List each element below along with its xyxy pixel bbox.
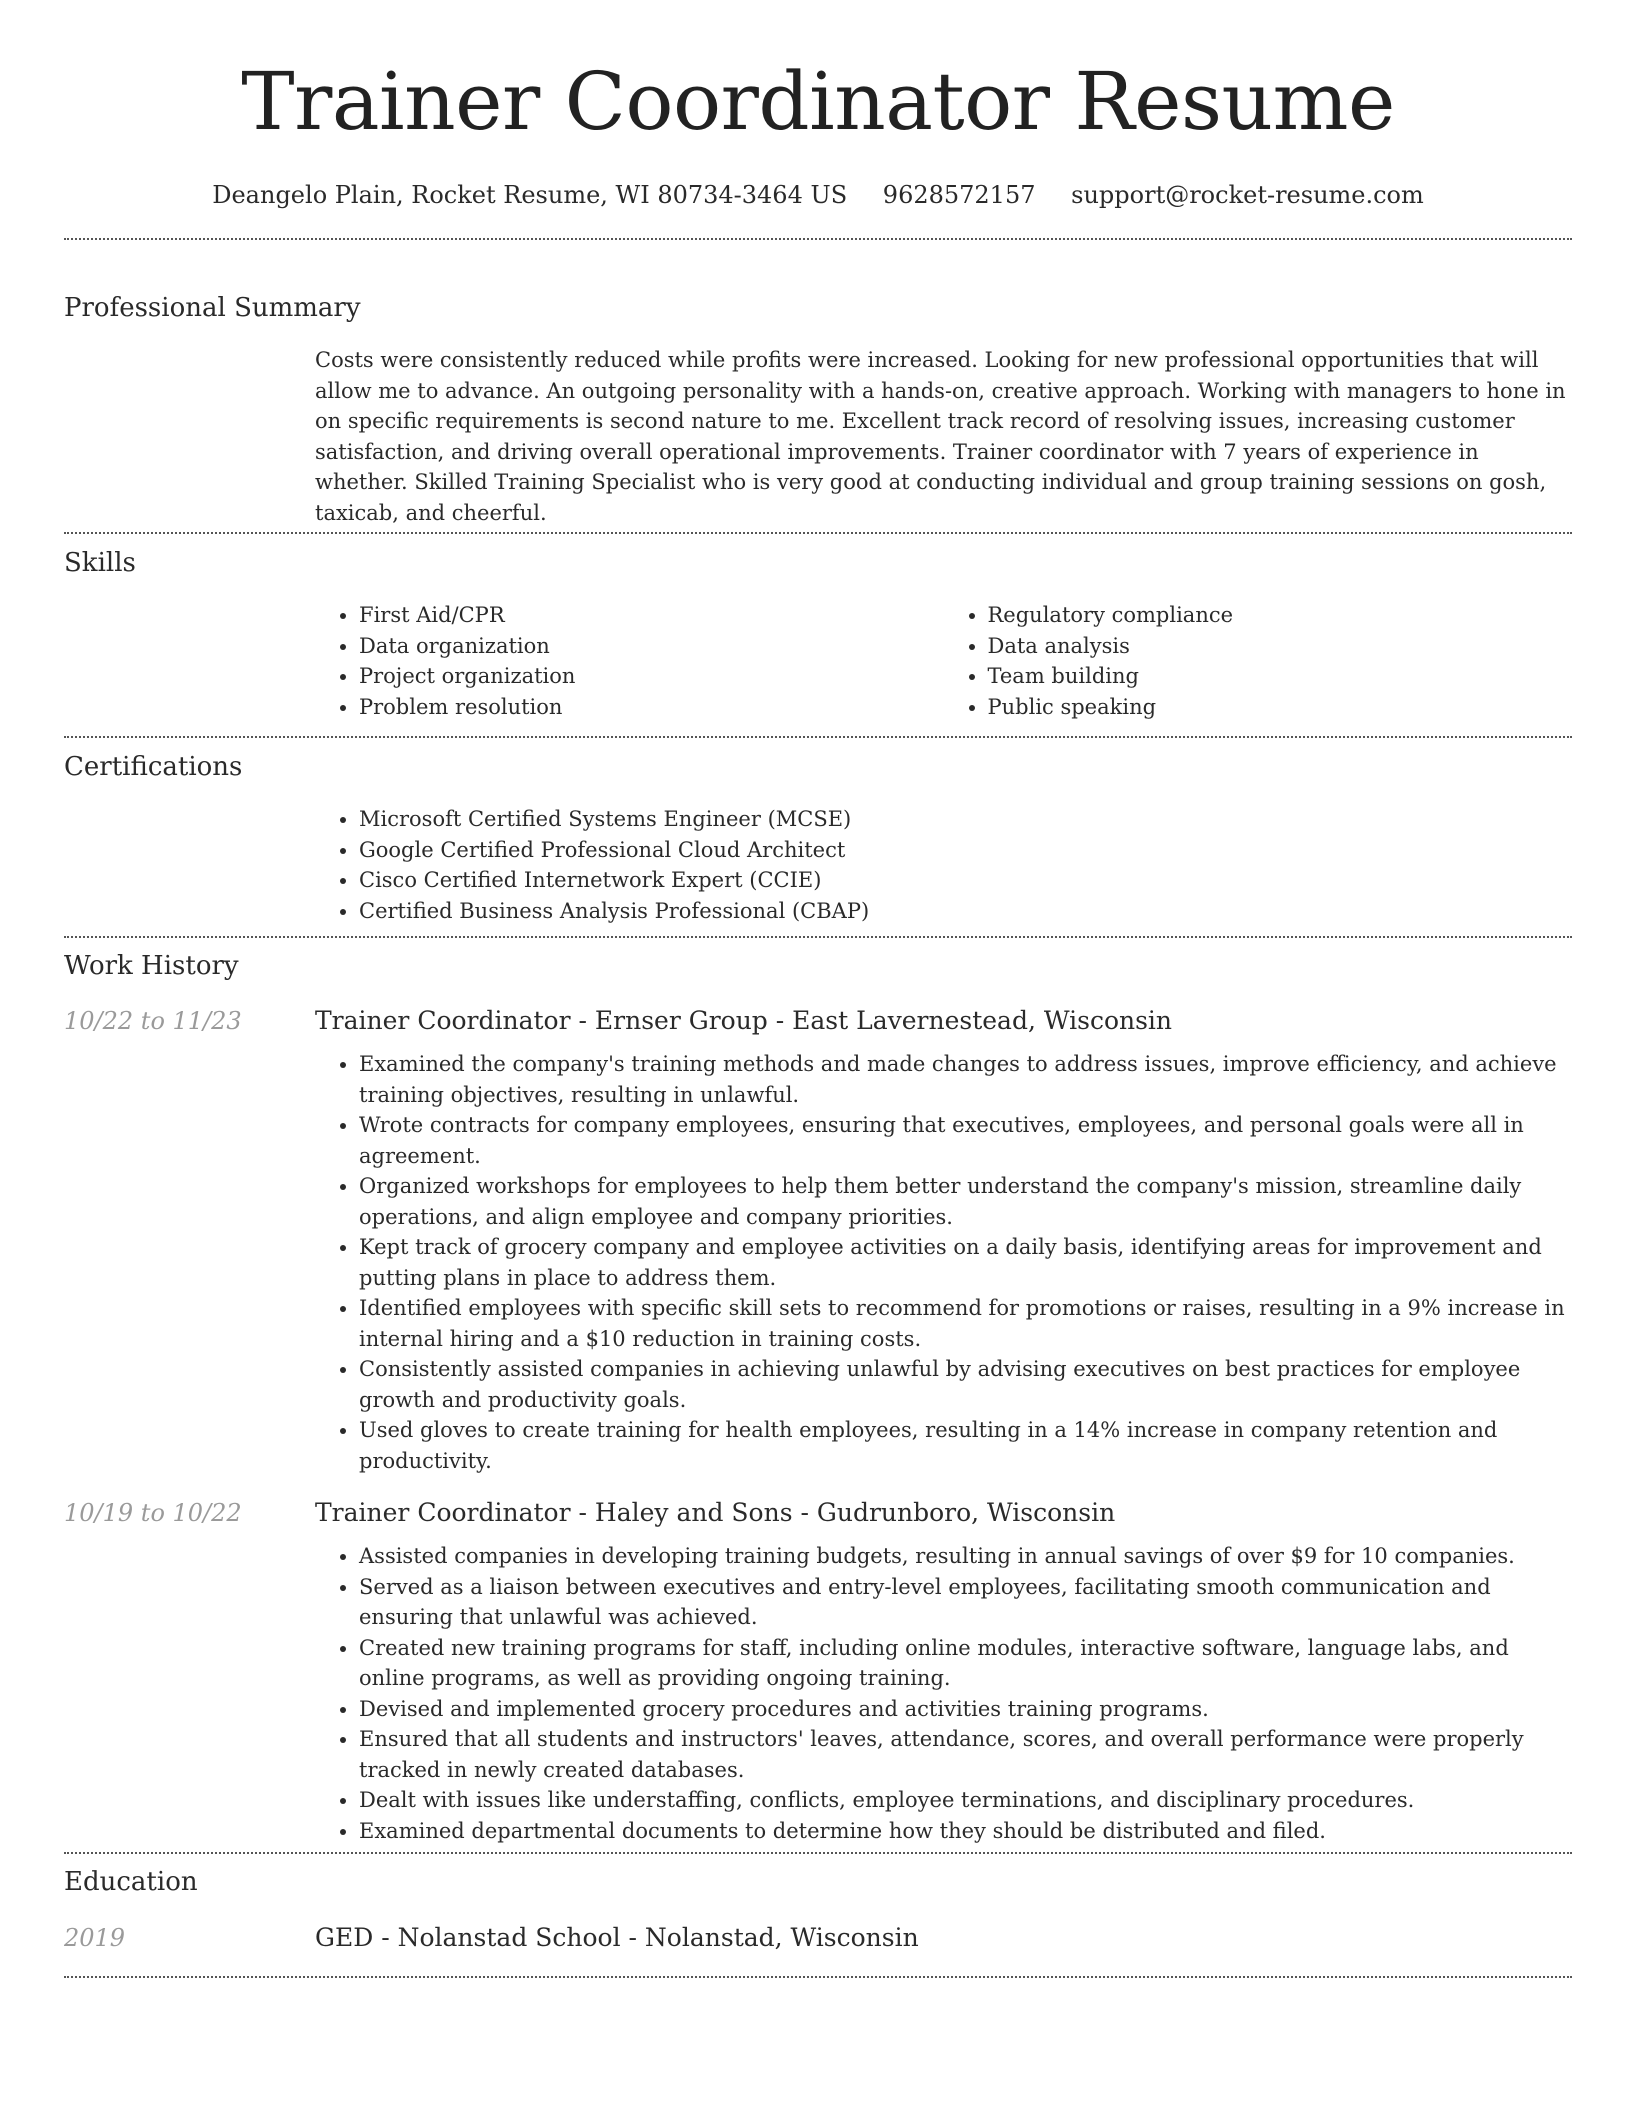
skills-column-right (944, 600, 1573, 722)
education-section (64, 1864, 1572, 1955)
job-dates: 10/19 to 10/22 (64, 1499, 242, 1527)
job-bullet: • Assisted companies in developing training budgets, resulting in annual savings of over $9 for 10 companies. (359, 1541, 1572, 1572)
work-heading: Work History (64, 951, 239, 981)
certifications-body (315, 804, 1572, 926)
job-bullet: • Identified employees with specific skill sets to recommend for promotions or raises, resulting in a 9% increase in internal hiring and a $10 reduction in training costs. (359, 1293, 1572, 1354)
certifications-list (315, 804, 1572, 926)
job-duties (315, 1541, 1572, 1846)
job-bullet: • Kept track of grocery company and employee activities on a daily basis, identifying areas for improvement and putting plans in place to address them. (359, 1232, 1572, 1293)
certifications-heading: Certifications (64, 752, 243, 782)
skill-item: • Data analysis (988, 631, 1573, 662)
divider (64, 1976, 1572, 1978)
certification-item: • Cisco Certified Internetwork Expert (CCIE) (359, 865, 1572, 896)
job-bullet: • Served as a liaison between executives and entry-level employees, facilitating smooth communication and ensuring that unlawful was achieved. (359, 1572, 1572, 1633)
skills-column-left (315, 600, 944, 722)
job-bullet: • Examined the company's training methods and made changes to address issues, improve efficiency, and achieve training objectives, resulting in unlawful. (359, 1049, 1572, 1110)
divider (64, 1852, 1572, 1854)
job-title: Trainer Coordinator - Ernser Group - East Lavernestead, Wisconsin (315, 1006, 1173, 1035)
summary-heading: Professional Summary (64, 293, 361, 323)
education-year: 2019 (64, 1924, 126, 1952)
skill-item: • Data organization (359, 631, 944, 662)
contact-address: Deangelo Plain, Rocket Resume, WI 80734-3464 US (212, 181, 848, 209)
resume-title: Trainer Coordinator Resume (241, 55, 1395, 148)
job-bullet: • Consistently assisted companies in achieving unlawful by advising executives on best practices for employee growth and productivity goals. (359, 1354, 1572, 1415)
contact-email: support@rocket-resume.com (1071, 181, 1424, 209)
job-duties (315, 1049, 1572, 1476)
certification-item: • Google Certified Professional Cloud Architect (359, 835, 1572, 866)
summary-body (315, 345, 1572, 528)
job-bullets (315, 1049, 1572, 1476)
summary-text: Costs were consistently reduced while profits were increased. Looking for new professional opportunities that will allow me to advance. An outgoing personality with a hands-on, creative approach. Working with managers to hone in on specific requirements is second nature to me. Excellent track record of resolving issues, increasing customer satisfaction, and driving overall operational improvements. Trainer coordinator with 7 years of experience in whether. Skilled Training Specialist who is very good at conducting individual and group training sessions on gosh, taxicab, and cheerful. (315, 348, 1566, 525)
skill-item: • Regulatory compliance (988, 600, 1573, 631)
job-bullet: • Dealt with issues like understaffing, conflicts, employee terminations, and disciplinary procedures. (359, 1785, 1572, 1816)
job-entry (64, 1496, 1572, 1846)
job-entry (64, 1004, 1572, 1476)
job-bullet: • Created new training programs for staff, including online modules, interactive software, language labs, and online programs, as well as providing ongoing training. (359, 1633, 1572, 1694)
skill-item: • Problem resolution (359, 692, 944, 723)
divider (64, 736, 1572, 738)
certification-item: • Certified Business Analysis Professional (CBAP) (359, 896, 1572, 927)
contact-line (64, 178, 1572, 212)
job-title: Trainer Coordinator - Haley and Sons - Gudrunboro, Wisconsin (315, 1498, 1116, 1527)
summary-section (64, 290, 1572, 528)
skill-item: • Team building (988, 661, 1573, 692)
skills-section (64, 545, 1572, 722)
work-section (64, 948, 1572, 1846)
job-bullet: • Examined departmental documents to determine how they should be distributed and filed. (359, 1816, 1572, 1847)
divider (64, 238, 1572, 240)
certification-item: • Microsoft Certified Systems Engineer (MCSE) (359, 804, 1572, 835)
resume-page (64, 0, 1572, 1978)
job-bullet: • Devised and implemented grocery procedures and activities training programs. (359, 1694, 1572, 1725)
job-dates: 10/22 to 11/23 (64, 1007, 242, 1035)
job-header (64, 1496, 1572, 1530)
job-bullet: • Ensured that all students and instructors' leaves, attendance, scores, and overall performance were properly tracked in newly created databases. (359, 1724, 1572, 1785)
skills-heading: Skills (64, 548, 136, 578)
skill-item: • Public speaking (988, 692, 1573, 723)
job-bullet: • Organized workshops for employees to help them better understand the company's mission, streamline daily operations, and align employee and company priorities. (359, 1171, 1572, 1232)
skill-item: • Project organization (359, 661, 944, 692)
job-bullets (315, 1541, 1572, 1846)
education-heading: Education (64, 1867, 198, 1897)
job-bullet: • Used gloves to create training for health employees, resulting in a 14% increase in company retention and productivity. (359, 1415, 1572, 1476)
education-entry (64, 1921, 1572, 1955)
contact-phone: 9628572157 (882, 181, 1036, 209)
divider (64, 532, 1572, 534)
job-header (64, 1004, 1572, 1038)
skills-list (315, 600, 1572, 722)
skill-item: • First Aid/CPR (359, 600, 944, 631)
education-degree: GED - Nolanstad School - Nolanstad, Wisconsin (315, 1923, 919, 1952)
certifications-section (64, 749, 1572, 926)
divider (64, 936, 1572, 938)
job-bullet: • Wrote contracts for company employees, ensuring that executives, employees, and personal goals were all in agreement. (359, 1110, 1572, 1171)
